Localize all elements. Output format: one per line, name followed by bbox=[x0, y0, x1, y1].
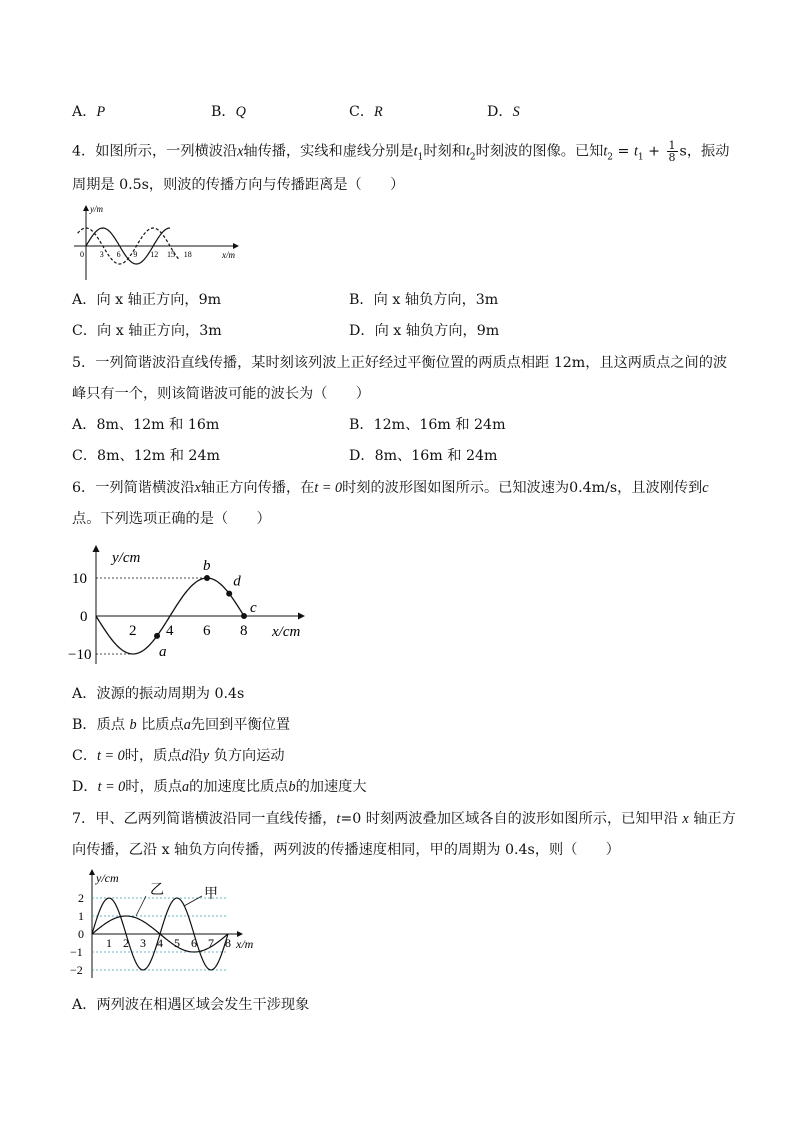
leader-jia bbox=[184, 896, 202, 906]
y-tick-label: −2 bbox=[70, 963, 83, 977]
x-tick-label: 0 bbox=[80, 250, 84, 259]
point-label-b: b bbox=[203, 558, 211, 574]
point-label-d: d bbox=[233, 573, 241, 590]
option-letter: C． bbox=[349, 104, 375, 120]
x-tick-label: 3 bbox=[140, 936, 146, 950]
x-axis-label: x/cm bbox=[272, 624, 301, 640]
y-axis-label: y/m bbox=[90, 204, 103, 214]
q5-option-d[interactable]: D．8m、16m 和 24m bbox=[349, 448, 498, 464]
x-axis-label: x/m bbox=[236, 937, 254, 951]
x-tick-label: 2 bbox=[129, 623, 137, 639]
y-tick-label: 0 bbox=[78, 927, 84, 941]
q6-option-b[interactable]: B．质点 b 比质点a先回到平衡位置 bbox=[72, 717, 291, 733]
point-label-a: a bbox=[159, 643, 167, 660]
x-tick-label: 4 bbox=[157, 936, 163, 950]
option-value: S bbox=[512, 104, 520, 120]
fraction: $\frac{1}{8}$ bbox=[668, 139, 676, 164]
x-tick-label: 1 bbox=[106, 936, 112, 950]
q4-option-b[interactable]: B．向 x 轴负方向，3m bbox=[349, 292, 499, 308]
y-tick-label: 1 bbox=[78, 909, 84, 923]
q6-stem-line1: 6．一列简谐横波沿x轴正方向传播，在t = 0时刻的波形图如图所示。已知波速为0.4m/s，且波刚传到c bbox=[72, 480, 709, 496]
q5-option-b[interactable]: B．12m、16m 和 24m bbox=[349, 417, 506, 433]
x-tick-label: 6 bbox=[191, 936, 197, 950]
x-tick-label: 7 bbox=[208, 936, 214, 950]
q7-wave-figure bbox=[72, 866, 272, 982]
x-tick-label: 3 bbox=[99, 250, 104, 259]
x-tick-label: 8 bbox=[225, 936, 231, 950]
q5-stem-line2: 峰只有一个，则该简谐波可能的波长为（ ） bbox=[72, 386, 370, 402]
q4-wave-figure bbox=[72, 200, 252, 286]
x-tick-label: 12 bbox=[150, 250, 159, 259]
q3-option-b[interactable] bbox=[211, 102, 246, 122]
x-tick-label: 9 bbox=[133, 250, 138, 259]
q6-option-c[interactable]: C．t = 0时，质点d沿y 负方向运动 bbox=[72, 748, 285, 764]
q4-stem-line1: 4．如图所示，一列横波沿x轴传播，实线和虚线分别是$t_1$时刻和$t_2$时刻波的图像。已知$t_2 = t_1$ + $\frac{1}{8}$ s，振动 bbox=[72, 139, 730, 164]
q5-option-a[interactable]: A．8m、12m 和 16m bbox=[72, 417, 220, 433]
particle-points bbox=[154, 558, 257, 660]
label-jia: 甲 bbox=[204, 887, 218, 902]
y-tick-label: 2 bbox=[78, 891, 84, 905]
point-d bbox=[226, 591, 232, 597]
q6-wave-figure bbox=[68, 540, 322, 670]
option-letter: D． bbox=[487, 104, 513, 120]
q7-stem-line2: 向传播，乙沿 x 轴负方向传播，两列波的传播速度相同，甲的周期为 0.4s，则（ ） bbox=[72, 842, 620, 858]
q6-stem-line2: 点。下列选项正确的是（ ） bbox=[72, 511, 271, 527]
x-axis-label: x/m bbox=[222, 250, 235, 260]
y-tick-label: 10 bbox=[72, 571, 87, 587]
x-tick-label: 8 bbox=[240, 623, 248, 639]
x-tick-label: 2 bbox=[123, 936, 129, 950]
point-label-c: c bbox=[250, 600, 257, 616]
point-a bbox=[154, 633, 160, 639]
point-c bbox=[241, 613, 247, 619]
q6-option-d[interactable]: D．t = 0时，质点a的加速度比质点b的加速度大 bbox=[72, 779, 367, 795]
x-tick-label: 15 bbox=[167, 250, 175, 259]
option-value: R bbox=[374, 104, 383, 120]
q6-option-a[interactable]: A．波源的振动周期为 0.4s bbox=[72, 686, 245, 702]
leader-yi bbox=[136, 896, 146, 916]
option-letter: A． bbox=[72, 104, 97, 120]
q7-stem-line1: 7．甲、乙两列简谐横波沿同一直线传播，t=0 时刻两波叠加区域各自的波形如图所示，已知甲沿 x 轴正方 bbox=[72, 811, 736, 827]
label-yi: 乙 bbox=[150, 883, 164, 898]
q4-option-a[interactable]: A．向 x 轴正方向，9m bbox=[72, 292, 222, 308]
y-tick-label: −10 bbox=[68, 647, 92, 663]
x-tick-label: 5 bbox=[174, 936, 180, 950]
x-tick-label: 6 bbox=[116, 250, 121, 259]
point-b bbox=[204, 575, 210, 581]
q4-option-d[interactable]: D．向 x 轴负方向，9m bbox=[349, 323, 500, 339]
option-value: P bbox=[96, 104, 106, 120]
option-value: Q bbox=[235, 104, 246, 120]
y-axis-label: y/cm bbox=[96, 871, 119, 885]
option-letter: B． bbox=[211, 104, 236, 120]
q4-option-c[interactable]: C．向 x 轴正方向，3m bbox=[72, 323, 222, 339]
q5-stem-line1: 5．一列简谐波沿直线传播，某时刻该列波上正好经过平衡位置的两质点相距 12m，且这两质点之间的波 bbox=[72, 355, 728, 371]
x-tick-label: 18 bbox=[183, 250, 192, 259]
y-tick-label: 0 bbox=[80, 609, 88, 625]
x-tick-label: 4 bbox=[166, 623, 174, 639]
y-axis-label: y/cm bbox=[112, 550, 141, 566]
q3-option-c[interactable] bbox=[349, 102, 383, 122]
q3-option-d[interactable] bbox=[487, 102, 520, 122]
q5-option-c[interactable]: C．8m、12m 和 24m bbox=[72, 448, 220, 464]
y-tick-label: −1 bbox=[70, 945, 83, 959]
q4-stem-line2: 周期是 0.5s，则波的传播方向与传播距离是（ ） bbox=[72, 177, 405, 193]
q3-option-a[interactable] bbox=[72, 102, 105, 122]
x-tick-label: 6 bbox=[203, 623, 211, 639]
q7-option-a[interactable]: A．两列波在相遇区域会发生干涉现象 bbox=[72, 997, 310, 1013]
